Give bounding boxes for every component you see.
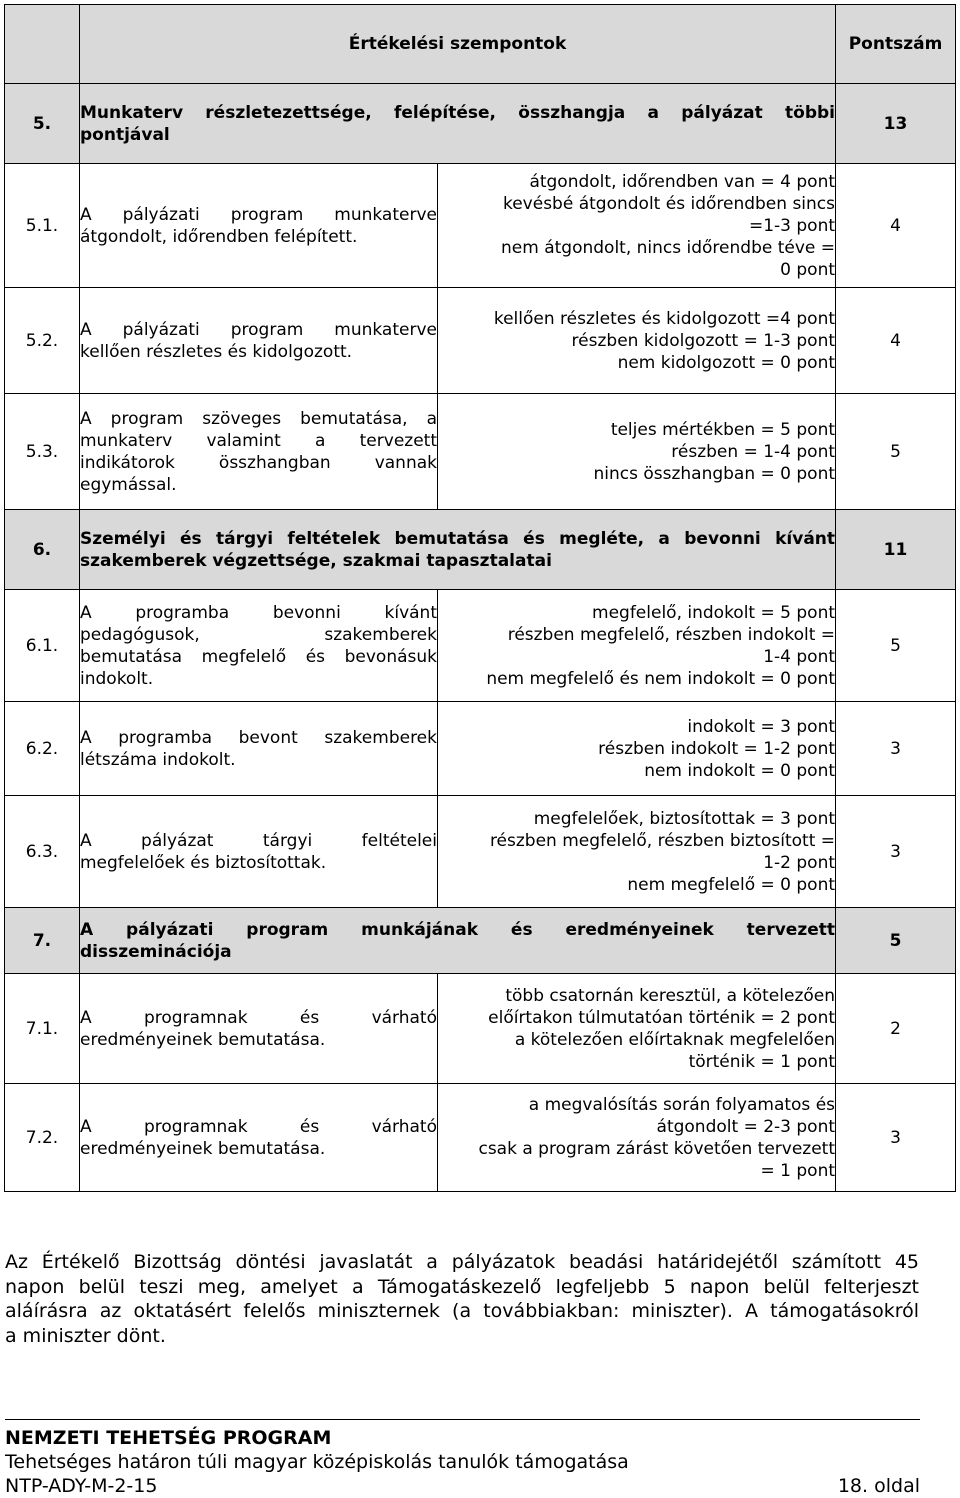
criterion-points-line: részben = 1-4 pont	[671, 441, 836, 462]
section-max-score: 5	[836, 908, 956, 974]
criterion-text-line: A pályázati program munkaterve	[80, 319, 437, 340]
criterion-text-line: A pályázati program munkaterve	[80, 204, 437, 225]
criterion-number: 6.2.	[5, 702, 80, 796]
section-row	[5, 84, 956, 164]
criterion-points-line: teljes mértékben = 5 pont	[610, 419, 836, 440]
criterion-points-line: 0 pont	[780, 259, 836, 280]
criterion-number: 5.1.	[5, 164, 80, 288]
criterion-text	[80, 1084, 438, 1192]
criterion-points-line: nincs összhangban = 0 pont	[593, 463, 836, 484]
criterion-points-line: a kötelezően előírtaknak megfelelően	[514, 1029, 836, 1050]
criterion-text-line: eredményeinek bemutatása.	[80, 1138, 326, 1159]
criterion-points-line: részben indokolt = 1-2 pont	[598, 738, 836, 759]
criterion-points-line: nem átgondolt, nincs időrendbe téve =	[501, 237, 836, 258]
criterion-row	[5, 164, 956, 288]
header-empty-cell	[5, 5, 80, 84]
paragraph-line: aláírásra az oktatásért felelős miniszternek (a továbbiakban: miniszter). A támogatásokról	[5, 1300, 919, 1322]
section-title-line: disszeminációja	[80, 941, 232, 962]
footer	[5, 1426, 920, 1498]
criterion-points	[438, 702, 836, 796]
criterion-text	[80, 796, 438, 908]
criterion-points	[438, 288, 836, 394]
criterion-row	[5, 288, 956, 394]
criterion-points-line: kellően részletes és kidolgozott =4 pont	[493, 308, 836, 329]
criterion-number: 5.3.	[5, 394, 80, 510]
criterion-points-line: indokolt = 3 pont	[687, 716, 836, 737]
criterion-text	[80, 702, 438, 796]
criterion-text-line: bemutatása megfelelő és bevonásuk	[80, 646, 437, 667]
criterion-points-line: nem megfelelő = 0 pont	[627, 874, 836, 895]
criterion-number: 7.2.	[5, 1084, 80, 1192]
header-criteria: Értékelési szempontok	[80, 5, 836, 84]
footer-code: NTP-ADY-M-2-15	[5, 1475, 158, 1497]
criterion-text-line: indikátorok összhangban vannak	[80, 452, 437, 473]
criterion-text-line: A program szöveges bemutatása, a	[80, 408, 437, 429]
section-title	[80, 908, 836, 974]
paragraph-line: Az Értékelő Bizottság döntési javaslatát a pályázatok beadási határidejétől számított 45	[5, 1251, 919, 1273]
footer-program: NEMZETI TEHETSÉG PROGRAM	[5, 1427, 332, 1449]
criterion-points-line: részben kidolgozott = 1-3 pont	[571, 330, 836, 351]
criterion-points-line: előírtakon túlmutatóan történik = 2 pont	[488, 1007, 836, 1028]
section-title-line: Személyi és tárgyi feltételek bemutatása és megléte, a bevonni kívánt	[80, 528, 836, 549]
criterion-number: 6.1.	[5, 590, 80, 702]
criterion-text-line: megfelelőek és biztosítottak.	[80, 852, 327, 873]
header-score: Pontszám	[836, 5, 956, 84]
criterion-points-line: megfelelőek, biztosítottak = 3 pont	[533, 808, 836, 829]
criterion-points	[438, 590, 836, 702]
criterion-points-line: 1-2 pont	[763, 852, 836, 873]
criterion-text-line: kellően részletes és kidolgozott.	[80, 341, 353, 362]
section-title-line: pontjával	[80, 124, 170, 145]
criterion-max-score: 5	[836, 590, 956, 702]
criterion-text-line: A programba bevont szakemberek	[80, 727, 437, 748]
criterion-row	[5, 590, 956, 702]
section-title-line: szakemberek végzettsége, szakmai tapasztalatai	[80, 550, 552, 571]
criterion-points-line: nem kidolgozott = 0 pont	[617, 352, 836, 373]
paragraph-line: a miniszter dönt.	[5, 1324, 166, 1347]
criterion-max-score: 4	[836, 288, 956, 394]
section-row	[5, 908, 956, 974]
criterion-max-score: 5	[836, 394, 956, 510]
criterion-text-line: A programba bevonni kívánt	[80, 602, 437, 623]
footer-code-row	[5, 1474, 920, 1498]
criterion-text-line: létszáma indokolt.	[80, 749, 236, 770]
criterion-points	[438, 974, 836, 1084]
section-title-line: A pályázati program munkájának és eredményeinek tervezett	[80, 919, 836, 940]
criterion-points-line: 1-4 pont	[763, 646, 836, 667]
criterion-points	[438, 394, 836, 510]
evaluation-table	[4, 4, 956, 1192]
criterion-text	[80, 394, 438, 510]
section-max-score: 13	[836, 84, 956, 164]
criterion-points-line: átgondolt, időrendben van = 4 pont	[529, 171, 836, 192]
criterion-text	[80, 590, 438, 702]
footer-rule	[5, 1419, 920, 1420]
criterion-number: 5.2.	[5, 288, 80, 394]
criterion-text	[80, 974, 438, 1084]
section-number: 6.	[5, 510, 80, 590]
criterion-text-line: A pályázat tárgyi feltételei	[80, 830, 437, 851]
criterion-points-line: csak a program zárást követően tervezett	[478, 1138, 836, 1159]
criterion-text-line: munkaterv valamint a tervezett	[80, 430, 437, 451]
criterion-max-score: 3	[836, 702, 956, 796]
criterion-text-line: pedagógusok, szakemberek	[80, 624, 437, 645]
criterion-points-line: =1-3 pont	[748, 215, 836, 236]
criterion-points-line: átgondolt = 2-3 pont	[656, 1116, 836, 1137]
criterion-points-line: részben megfelelő, részben biztosított =	[489, 830, 836, 851]
criterion-points-line: = 1 pont	[760, 1160, 836, 1181]
criterion-max-score: 4	[836, 164, 956, 288]
section-number: 5.	[5, 84, 80, 164]
section-title	[80, 510, 836, 590]
footer-subtitle: Tehetséges határon túli magyar középiskolás tanulók támogatása	[5, 1451, 629, 1473]
decision-paragraph	[5, 1250, 919, 1348]
criterion-row	[5, 796, 956, 908]
criterion-points-line: részben megfelelő, részben indokolt =	[507, 624, 836, 645]
criterion-points-line: megfelelő, indokolt = 5 pont	[592, 602, 836, 623]
section-title-line: Munkaterv részletezettsége, felépítése, összhangja a pályázat többi	[80, 102, 836, 123]
criterion-text-line: indokolt.	[80, 668, 154, 689]
criterion-text-line: eredményeinek bemutatása.	[80, 1029, 326, 1050]
criterion-points-line: a megvalósítás során folyamatos és	[528, 1094, 836, 1115]
criterion-row	[5, 394, 956, 510]
criterion-points-line: történik = 1 pont	[688, 1051, 836, 1072]
paragraph-line: napon belül teszi meg, amelyet a Támogatáskezelő legfeljebb 5 napon belül felterjeszt	[5, 1275, 919, 1298]
criterion-max-score: 3	[836, 796, 956, 908]
criterion-text-line: átgondolt, időrendben felépített.	[80, 226, 358, 247]
criterion-points-line: nem indokolt = 0 pont	[644, 760, 836, 781]
criterion-number: 7.1.	[5, 974, 80, 1084]
section-number: 7.	[5, 908, 80, 974]
criterion-text-line: egymással.	[80, 474, 177, 495]
criterion-points	[438, 164, 836, 288]
criterion-points	[438, 796, 836, 908]
criterion-row	[5, 702, 956, 796]
section-title	[80, 84, 836, 164]
section-max-score: 11	[836, 510, 956, 590]
criterion-points-line: több csatornán keresztül, a kötelezően	[505, 985, 836, 1006]
criterion-text	[80, 164, 438, 288]
criterion-text	[80, 288, 438, 394]
criterion-text-line: A programnak és várható	[80, 1116, 437, 1137]
footer-page-number: 18. oldal	[837, 1475, 920, 1497]
criterion-points-line: kevésbé átgondolt és időrendben sincs	[502, 193, 836, 214]
criterion-row	[5, 974, 956, 1084]
criterion-number: 6.3.	[5, 796, 80, 908]
criterion-points-line: nem megfelelő és nem indokolt = 0 pont	[486, 668, 836, 689]
criterion-row	[5, 1084, 956, 1192]
table-header-row	[5, 5, 956, 84]
criterion-max-score: 3	[836, 1084, 956, 1192]
criterion-max-score: 2	[836, 974, 956, 1084]
criterion-points	[438, 1084, 836, 1192]
criterion-text-line: A programnak és várható	[80, 1007, 437, 1028]
section-row	[5, 510, 956, 590]
